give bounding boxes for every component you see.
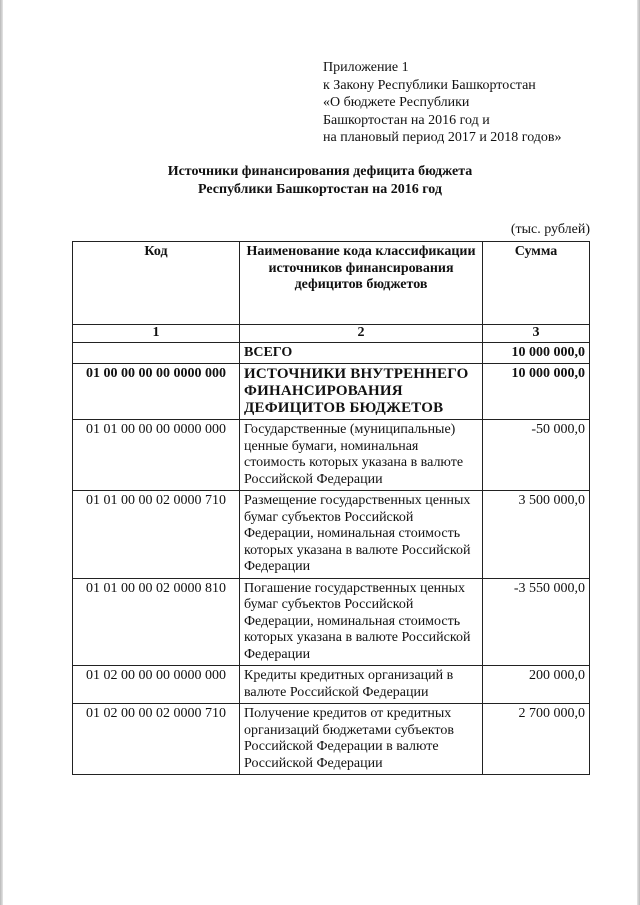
cell-name: Кредиты кредитных организаций в валюте Российской Федерации — [240, 666, 483, 704]
column-number: 2 — [240, 325, 483, 343]
annex-block — [323, 59, 562, 147]
annex-line: «О бюджете Республики — [323, 95, 470, 111]
annex-line: к Закону Республики Башкортостан — [323, 77, 536, 93]
annex-line: Башкортостан на 2016 год и — [323, 112, 490, 128]
cell-name: ВСЕГО — [240, 342, 483, 364]
cell-name: Получение кредитов от кредитных организаций бюджетами субъектов Российской Федерации в валюте Российской Федерации — [240, 704, 483, 775]
table-row — [73, 578, 590, 666]
cell-sum: 10 000 000,0 — [483, 342, 590, 364]
header-sum: Сумма — [483, 242, 590, 325]
annex-line: Приложение 1 — [323, 60, 409, 75]
cell-code: 01 01 00 00 00 0000 000 — [73, 420, 240, 491]
unit-label: (тыс. рублей) — [510, 222, 590, 237]
cell-name: ИСТОЧНИКИ ВНУТРЕННЕГО ФИНАНСИРОВАНИЯ ДЕФИЦИТОВ БЮДЖЕТОВ — [240, 364, 483, 420]
table-header-row — [73, 242, 590, 325]
column-number: 3 — [483, 325, 590, 343]
table-row-total — [73, 342, 590, 364]
header-code: Код — [73, 242, 240, 325]
cell-sum: -3 550 000,0 — [483, 578, 590, 666]
cell-code: 01 01 00 00 02 0000 810 — [73, 578, 240, 666]
cell-code: 01 00 00 00 00 0000 000 — [73, 364, 240, 420]
table-row — [73, 666, 590, 704]
cell-code: 01 02 00 00 02 0000 710 — [73, 704, 240, 775]
cell-sum: 10 000 000,0 — [483, 364, 590, 420]
cell-sum: 3 500 000,0 — [483, 491, 590, 579]
page-edge-left — [0, 0, 3, 905]
cell-sum: 2 700 000,0 — [483, 704, 590, 775]
title-line-1: Источники финансирования дефицита бюджета — [167, 164, 473, 179]
column-number-row — [73, 325, 590, 343]
table-row — [73, 704, 590, 775]
table-row — [73, 420, 590, 491]
cell-sum: -50 000,0 — [483, 420, 590, 491]
table-row — [73, 491, 590, 579]
cell-code: 01 01 00 00 02 0000 710 — [73, 491, 240, 579]
cell-name: Размещение государственных ценных бумаг субъектов Российской Федерации, номинальная стоимость которых указана в валюте Российской Федерации — [240, 491, 483, 579]
cell-code — [73, 342, 240, 364]
title-line-2: Республики Башкортостан на 2016 год — [198, 182, 442, 197]
budget-table — [72, 241, 590, 775]
header-name: Наименование кода классификации источников финансирования дефицитов бюджетов — [240, 242, 483, 325]
column-number: 1 — [73, 325, 240, 343]
cell-code: 01 02 00 00 00 0000 000 — [73, 666, 240, 704]
cell-name: Государственные (муниципальные) ценные бумаги, номинальная стоимость которых указана в валюте Российской Федерации — [240, 420, 483, 491]
cell-sum: 200 000,0 — [483, 666, 590, 704]
annex-line: на плановый период 2017 и 2018 годов» — [323, 130, 562, 146]
table-row — [73, 364, 590, 420]
document-title — [0, 163, 640, 199]
cell-name: Погашение государственных ценных бумаг субъектов Российской Федерации, номинальная стоимость которых указана в валюте Российской Федерации — [240, 578, 483, 666]
